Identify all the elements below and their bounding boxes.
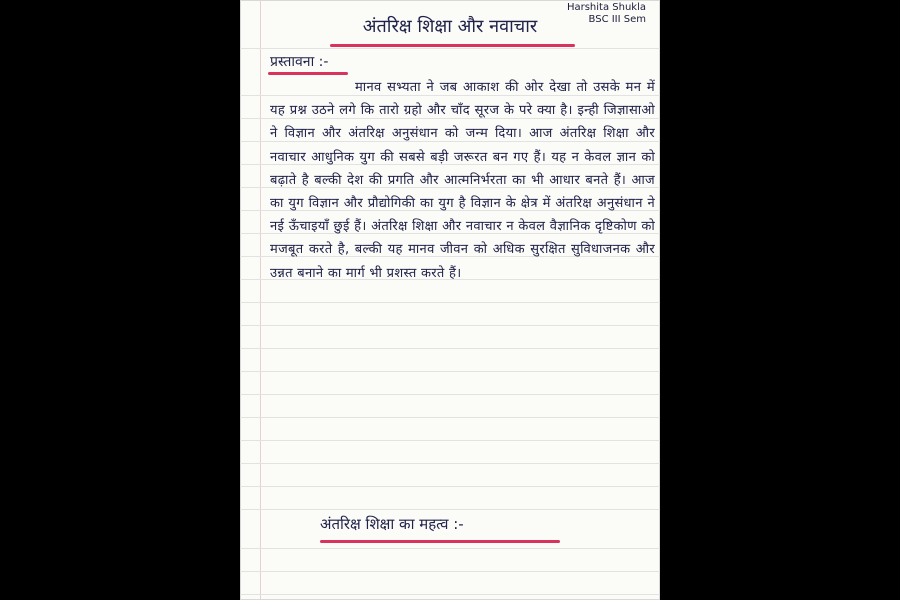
- subheading-underline: [320, 540, 560, 543]
- ruled-line: [240, 486, 660, 487]
- ruled-line: [240, 417, 660, 418]
- notebook-page: [240, 0, 660, 600]
- author-class: BSC III Sem: [588, 14, 646, 25]
- ruled-line: [240, 548, 660, 549]
- ruled-line: [240, 594, 660, 595]
- intro-paragraph: मानव सभ्यता ने जब आकाश की ओर देखा तो उसके मन में यह प्रश्न उठने लगे कि तारो ग्रहो और चाँद सूरज के परे क्या है। इन्ही जिज्ञासाओ ने विज्ञान और अंतरिक्ष अनुसंधान को जन्म दिया। आज अंतरिक्ष शिक्षा और नवाचार आधुनिक युग की सबसे बड़ी जरूरत बन गए हैं। यह न केवल ज्ञान को बढ़ाते है बल्की देश की प्रगति और आत्मनिर्भरता का भी आधार बनते हैं। आज का युग विज्ञान और प्रौद्योगिकी का युग है विज्ञान के क्षेत्र में अंतरिक्ष अनुसंधान ने नई ऊँचाइयाँ छुई हैं। अंतरिक्ष शिक्षा और नवाचार न केवल वैज्ञानिक दृष्टिकोण को मजबूत करते है, बल्की यह मानव जीवन को अधिक सुरक्षित सुविधाजनक और उन्नत बनाने का मार्ग भी प्रशस्त करते हैं।: [270, 80, 655, 281]
- ruled-line: [240, 48, 660, 49]
- ruled-line: [240, 371, 660, 372]
- ruled-line: [240, 463, 660, 464]
- section-label: प्रस्तावना :-: [270, 54, 329, 70]
- author-name: Harshita Shukla: [566, 2, 646, 13]
- section-underline: [268, 72, 348, 75]
- subheading: अंतरिक्ष शिक्षा का महत्व :-: [320, 515, 464, 533]
- title-underline: [330, 44, 575, 47]
- ruled-line: [240, 302, 660, 303]
- page-title: अंतरिक्ष शिक्षा और नवाचार: [362, 16, 538, 37]
- ruled-line: [240, 440, 660, 441]
- ruled-line: [240, 325, 660, 326]
- ruled-line: [240, 571, 660, 572]
- ruled-line: [240, 394, 660, 395]
- ruled-line: [240, 348, 660, 349]
- margin-line: [260, 0, 261, 600]
- ruled-line: [240, 509, 660, 510]
